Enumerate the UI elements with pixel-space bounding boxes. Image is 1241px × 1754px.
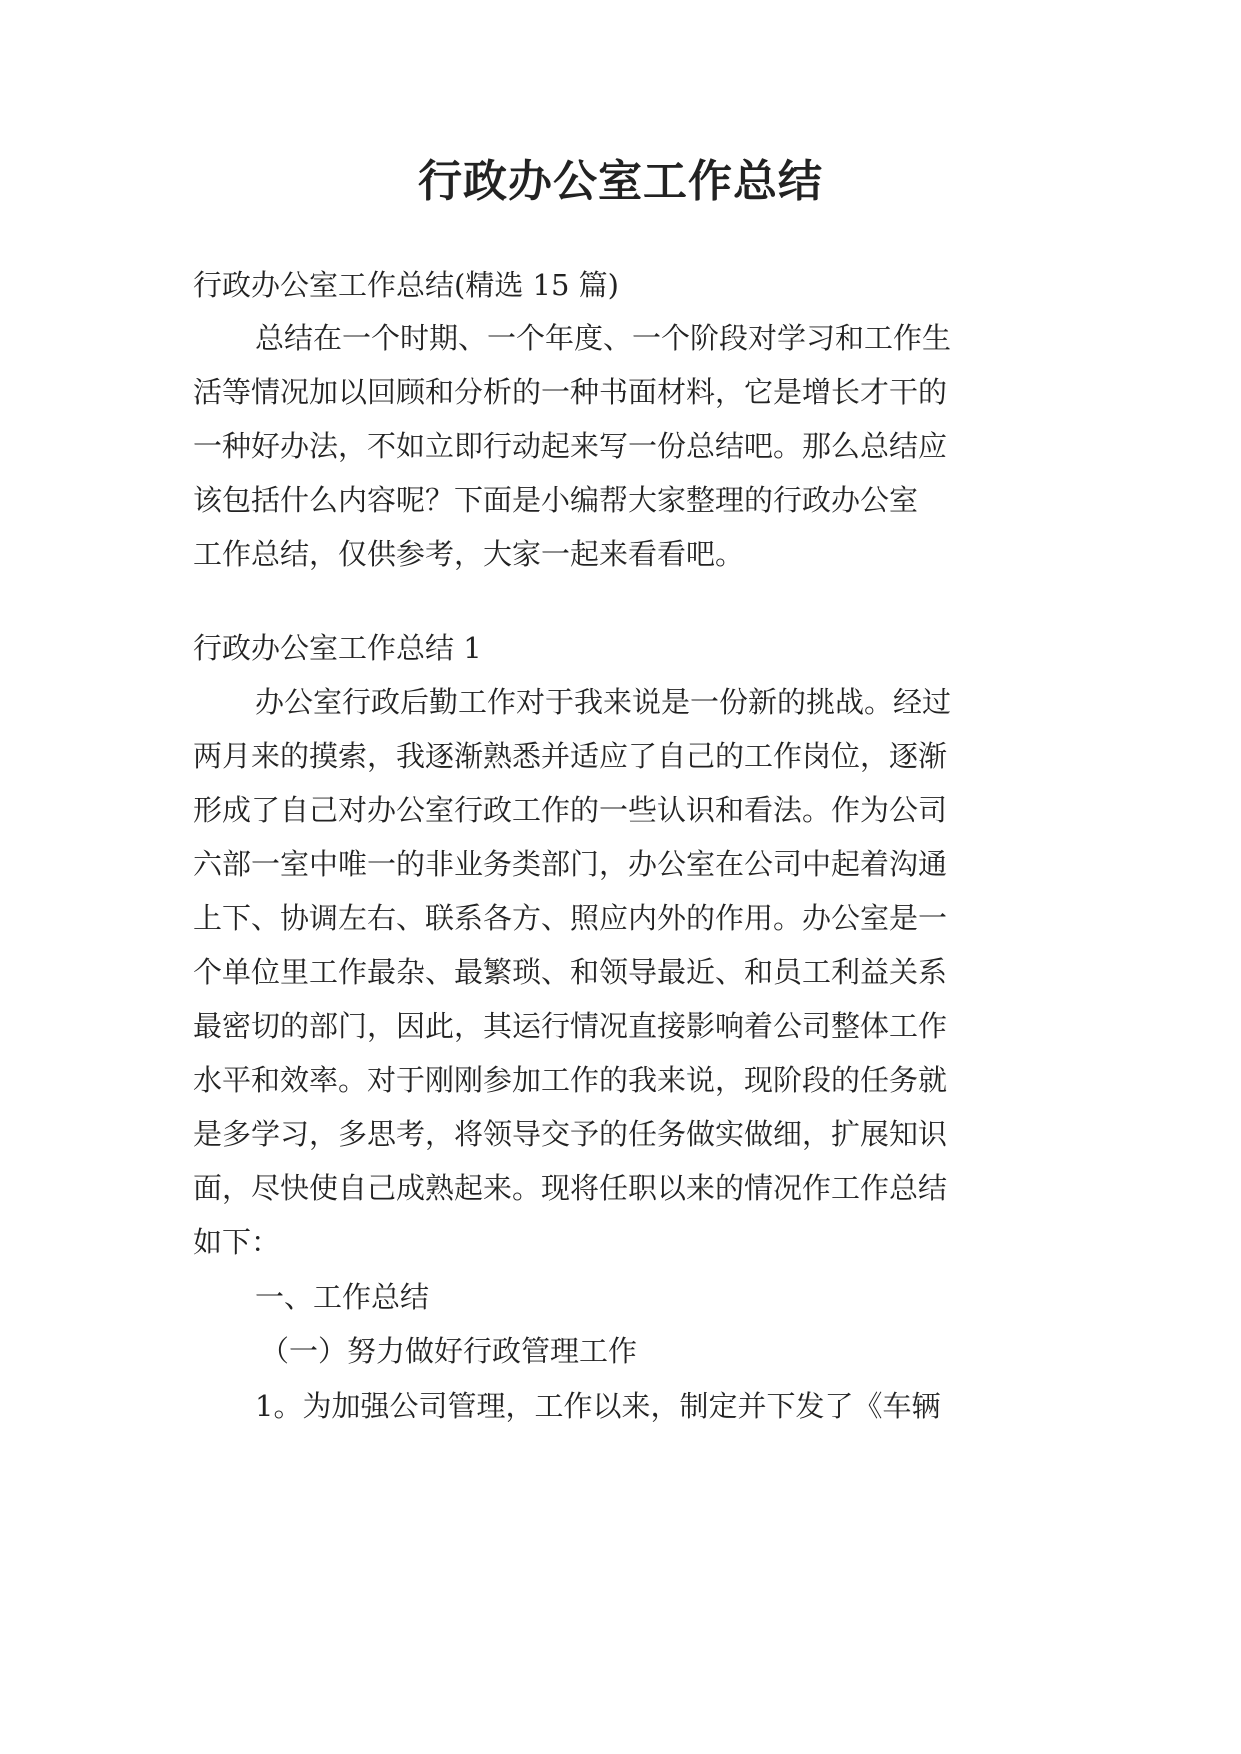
body-line-8: 水平和效率。对于刚刚参加工作的我来说，现阶段的任务就: [193, 1063, 948, 1097]
intro-line-1: 总结在一个时期、一个年度、一个阶段对学习和工作生: [255, 321, 952, 355]
body-line-6: 个单位里工作最杂、最繁琐、和领导最近、和员工利益关系: [193, 955, 948, 989]
body-line-7: 最密切的部门，因此，其运行情况直接影响着公司整体工作: [193, 1009, 948, 1043]
intro-line-2: 活等情况加以回顾和分析的一种书面材料，它是增长才干的: [193, 375, 948, 409]
body-line-1: 办公室行政后勤工作对于我来说是一份新的挑战。经过: [255, 685, 952, 719]
heading-level-2: （一）努力做好行政管理工作: [260, 1334, 638, 1368]
intro-line-3: 一种好办法，不如立即行动起来写一份总结吧。那么总结应: [193, 429, 948, 463]
intro-line-4: 该包括什么内容呢？下面是小编帮大家整理的行政办公室: [193, 483, 919, 517]
list-item-1: 1。为加强公司管理，工作以来，制定并下发了《车辆: [255, 1389, 941, 1423]
body-line-2: 两月来的摸索，我逐渐熟悉并适应了自己的工作岗位，逐渐: [193, 739, 948, 773]
body-line-9: 是多学习，多思考，将领导交予的任务做实做细，扩展知识: [193, 1117, 948, 1151]
document-subtitle: 行政办公室工作总结(精选 15 篇): [193, 268, 619, 302]
document-title: 行政办公室工作总结: [418, 156, 823, 207]
heading-level-1: 一、工作总结: [255, 1280, 430, 1314]
body-line-11: 如下：: [193, 1225, 281, 1259]
body-line-4: 六部一室中唯一的非业务类部门，办公室在公司中起着沟通: [193, 847, 948, 881]
intro-line-5: 工作总结，仅供参考，大家一起来看看吧。: [193, 537, 745, 571]
body-line-10: 面，尽快使自己成熟起来。现将任职以来的情况作工作总结: [193, 1171, 948, 1205]
body-line-3: 形成了自己对办公室行政工作的一些认识和看法。作为公司: [193, 793, 948, 827]
body-line-5: 上下、协调左右、联系各方、照应内外的作用。办公室是一: [193, 901, 948, 935]
section-heading: 行政办公室工作总结 1: [193, 631, 482, 665]
